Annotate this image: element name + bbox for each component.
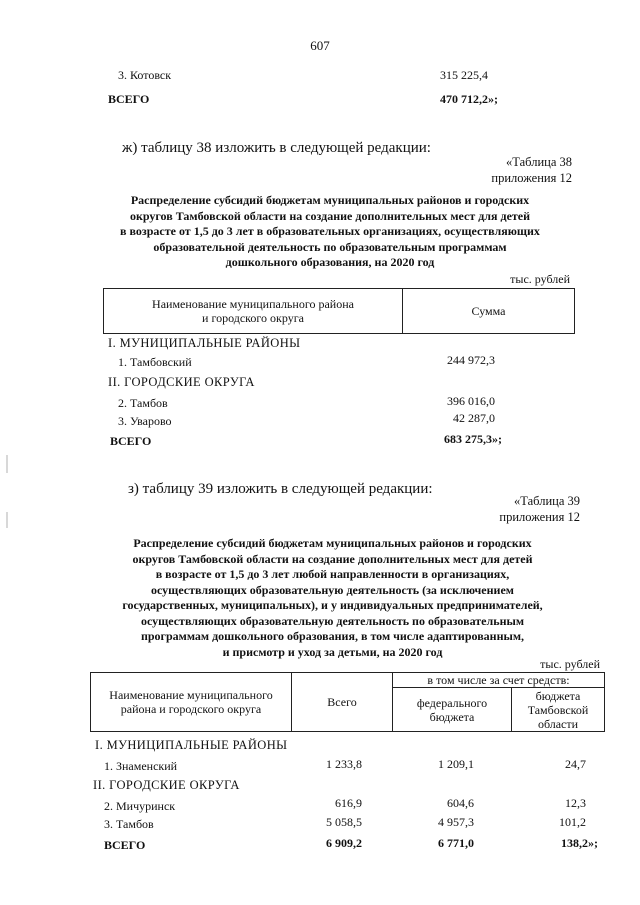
t39-row-total: 616,9: [335, 796, 362, 810]
t38-ref-line2: приложения 12: [491, 171, 572, 185]
page-number: 607: [310, 38, 330, 53]
t39-col-reg-line2: Тамбовской области: [527, 702, 589, 731]
t38-ref-line1: «Таблица 38: [506, 155, 572, 169]
t39-ref-line1: «Таблица 39: [514, 494, 580, 508]
scan-mark: [6, 455, 8, 473]
t38-total-label: ВСЕГО: [110, 434, 152, 448]
t39-col-name-line1: Наименование муниципального: [109, 688, 273, 702]
t38-col-name-line2: и городского округа: [202, 311, 304, 325]
t39-title-line: в возрасте от 1,5 до 3 лет любой направленности в организациях,: [155, 567, 510, 581]
t38-section-districts: I. МУНИЦИПАЛЬНЫЕ РАЙОНЫ: [108, 336, 301, 350]
t39-row-name: 1. Знаменский: [104, 759, 178, 773]
t38-title-line: дошкольного образования, на 2020 год: [225, 255, 435, 269]
t38-intro: ж) таблицу 38 изложить в следующей редакции:: [122, 140, 431, 156]
t39-col-fed-line2: бюджета: [429, 709, 475, 724]
t39-total-total: 6 909,2: [326, 836, 362, 850]
t39-col-reg-line1: бюджета: [535, 688, 581, 703]
t39-title-line: и присмотр и уход за детьми, на 2020 год: [222, 644, 443, 659]
t38-title-line: округов Тамбовской области на создание дополнительных мест для детей: [129, 208, 531, 223]
t38-row-value: 42 287,0: [453, 411, 495, 425]
t39-reference: [499, 493, 580, 525]
t39-title-line: программам дошкольного образования, в том числе адаптированным,: [140, 629, 525, 643]
t39-row-name: 3. Тамбов: [104, 817, 154, 831]
t38-row-name: 1. Тамбовский: [118, 355, 192, 369]
t38-title-line: образовательной деятельность по образовательным программам: [153, 239, 507, 254]
t39-header-table: [90, 672, 605, 732]
scan-mark: [6, 512, 8, 528]
t39-col-fed-header: [393, 688, 512, 732]
t38-total-value: 683 275,3»;: [444, 432, 502, 446]
t39-row-fed: 4 957,3: [438, 815, 474, 829]
t39-title-line: Распределение субсидий бюджетам муниципальных районов и городских: [133, 536, 532, 550]
t39-title-line: осуществляющих образовательную деятельность по образовательным: [140, 613, 525, 628]
t38-row-value: 244 972,3: [447, 353, 495, 367]
t38-col-sum-header: Сумма: [403, 289, 575, 334]
t39-row-reg: 24,7: [565, 757, 586, 771]
t39-title-line: осуществляющих образовательную деятельность (за исключением: [151, 582, 514, 597]
prev-total-value: 470 712,2»;: [440, 92, 498, 106]
t38-col-name-line1: Наименование муниципального района: [152, 297, 354, 311]
t38-row-name: 2. Тамбов: [118, 396, 168, 410]
t39-row-total: 5 058,5: [326, 815, 362, 829]
t38-col-name-header: [104, 289, 403, 334]
prev-total-label: ВСЕГО: [108, 92, 150, 106]
t39-ref-line2: приложения 12: [499, 510, 580, 524]
t38-title-line: в возрасте от 1,5 до 3 лет в образовательных организациях, осуществляющих: [120, 224, 540, 238]
t39-col-group-header: в том числе за счет средств:: [393, 673, 605, 688]
t39-title-line: округов Тамбовской области на создание дополнительных мест для детей: [132, 551, 533, 566]
t39-col-name-header: [91, 673, 292, 732]
t39-row-reg: 12,3: [565, 796, 586, 810]
t39-row-reg: 101,2: [559, 815, 586, 829]
t39-intro: з) таблицу 39 изложить в следующей редакции:: [128, 481, 433, 497]
t39-row-fed: 1 209,1: [438, 757, 474, 771]
t38-reference: [491, 154, 572, 186]
prev-row-value: 315 225,4: [440, 68, 488, 82]
t39-unit: тыс. рублей: [540, 657, 600, 671]
t38-header-table: [103, 288, 575, 334]
t39-section-districts: I. МУНИЦИПАЛЬНЫЕ РАЙОНЫ: [95, 738, 288, 752]
t38-row-name: 3. Уварово: [118, 414, 172, 428]
t39-title: [80, 536, 585, 660]
t38-section-cities: II. ГОРОДСКИЕ ОКРУГА: [108, 375, 255, 389]
t39-row-name: 2. Мичуринск: [104, 799, 176, 813]
t38-title-line: Распределение субсидий бюджетам муниципальных районов и городских: [130, 193, 530, 207]
t38-unit: тыс. рублей: [510, 272, 570, 286]
t39-title-line: государственных, муниципальных), и у индивидуальных предпринимателей,: [122, 598, 543, 612]
t38-title: [80, 193, 580, 271]
t39-col-name-line2: района и городского округа: [120, 702, 262, 716]
t39-row-fed: 604,6: [447, 796, 474, 810]
t39-total-reg: 138,2»;: [561, 836, 598, 850]
t39-total-label: ВСЕГО: [104, 838, 146, 852]
t38-row-value: 396 016,0: [447, 394, 495, 408]
t39-col-fed-line1: федерального: [416, 695, 488, 710]
t39-col-reg-header: [512, 688, 605, 732]
t39-section-cities: II. ГОРОДСКИЕ ОКРУГА: [93, 778, 240, 792]
t39-col-total-header: Всего: [292, 673, 393, 732]
t39-total-fed: 6 771,0: [438, 836, 474, 850]
prev-row-name: 3. Котовск: [118, 68, 172, 82]
t39-row-total: 1 233,8: [326, 757, 362, 771]
